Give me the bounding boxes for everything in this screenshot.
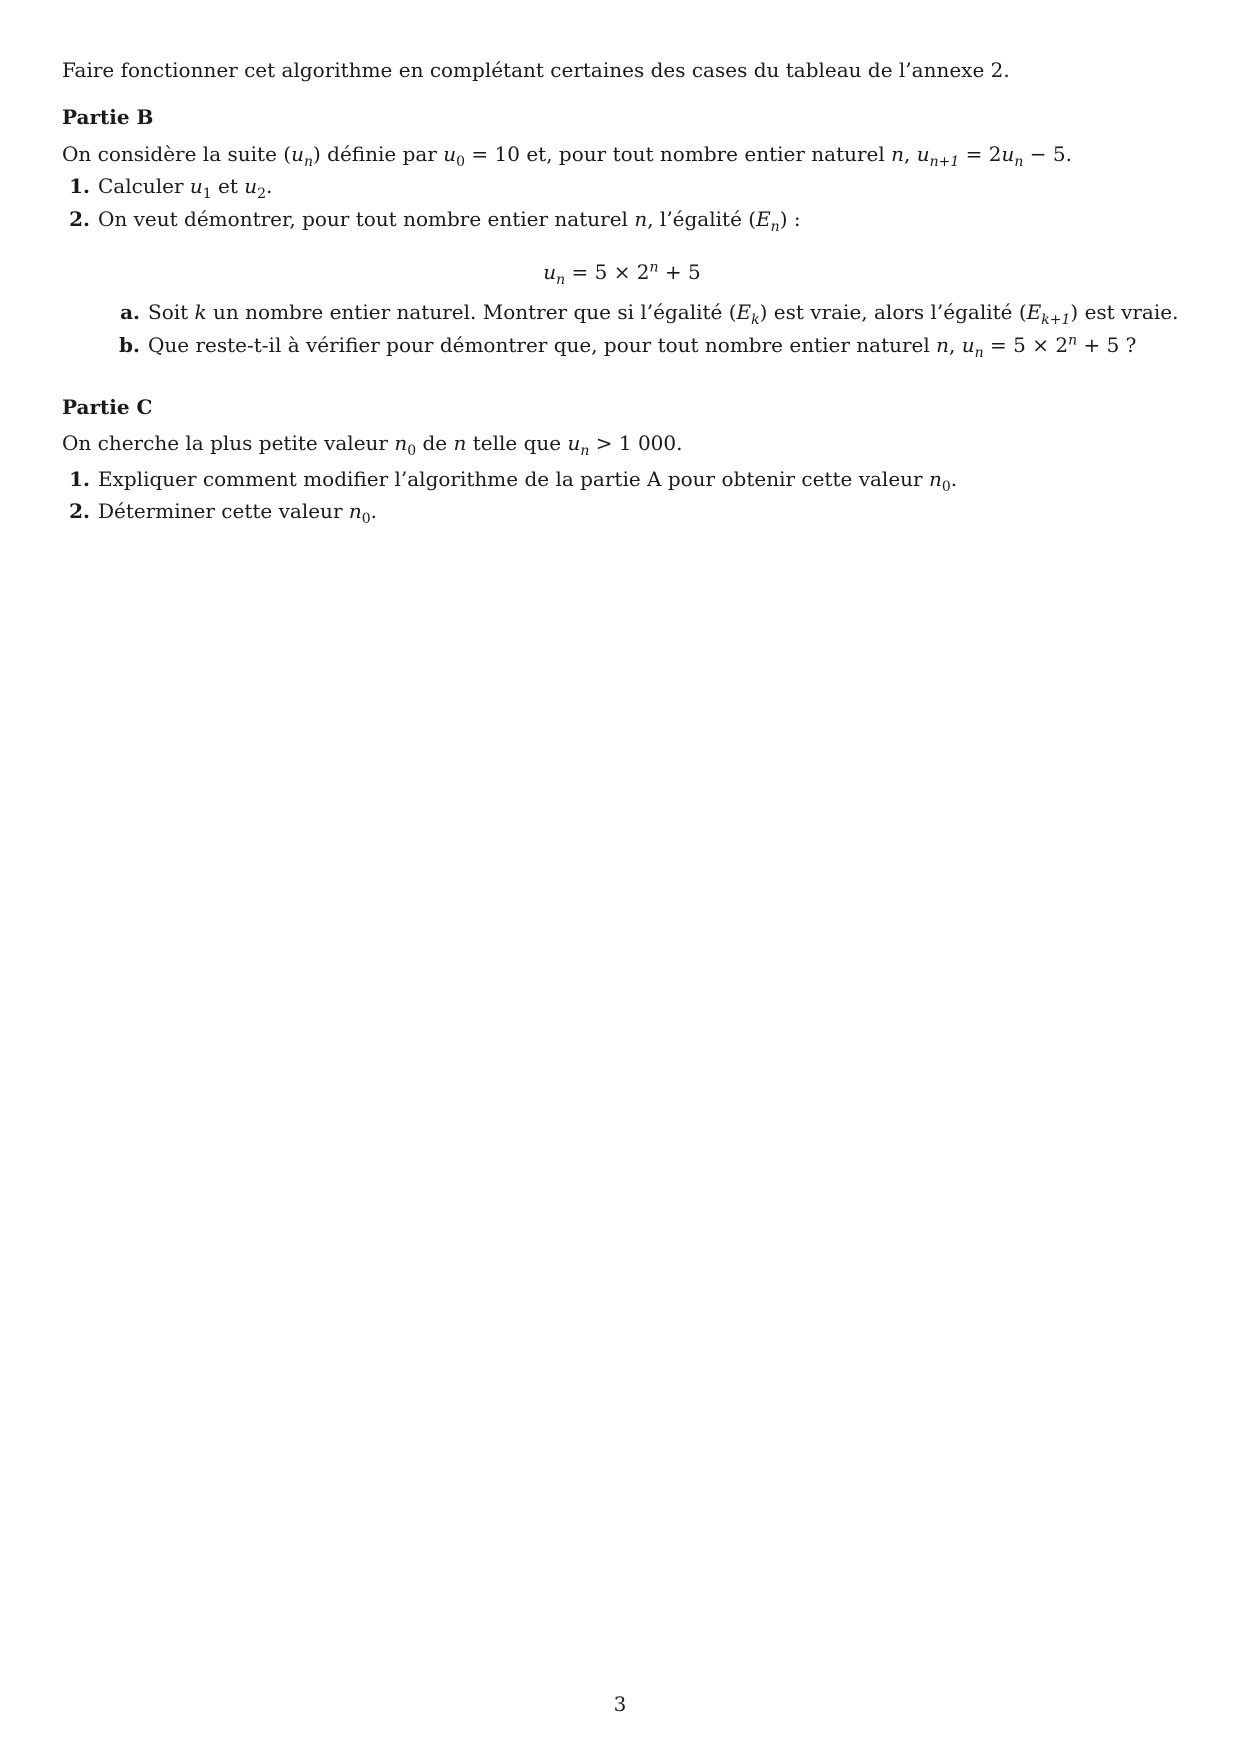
partie-c-question-1: 1. Expliquer comment modifier l’algorithme de la partie A pour obtenir cette valeur $n_0$.: [69, 467, 958, 495]
intro-text: Faire fonctionner cet algorithme en complétant certaines des cases du tableau de l’annexe 2.: [62, 58, 1010, 82]
partie-c-statement: On cherche la plus petite valeur $n_0$ de n telle que $u_n > 1$ 000.: [62, 431, 683, 459]
partie-b-statement: On considère la suite $(u_n)$ définie par $u_0 = 10$ et, pour tout nombre entier naturel n, $u_{n+1} = 2u_n - 5$.: [62, 142, 1072, 170]
document-page: [62, 0, 1182, 1754]
formula-un: $u_n = 5 \times 2^n + 5$: [543, 259, 701, 288]
partie-c-heading: Partie C: [62, 395, 153, 419]
partie-b-question-2b: b. Que reste-t-il à vérifier pour démontrer que, pour tout nombre entier naturel n, $u_n = 5 \times 2^n + 5$ ?: [119, 332, 1137, 361]
partie-c-question-2: 2. Déterminer cette valeur $n_0$.: [69, 499, 378, 527]
page-number: 3: [613, 1692, 627, 1716]
partie-b-heading: Partie B: [62, 105, 154, 129]
partie-b-question-2a: a. Soit k un nombre entier naturel. Montrer que si l’égalité $(E_k)$ est vraie, alors l’égalité $(E_{k+1})$ est vraie.: [120, 300, 1179, 328]
partie-b-question-2: 2. On veut démontrer, pour tout nombre entier naturel n, l’égalité $(E_n)$ :: [69, 207, 801, 235]
partie-b-question-1: 1. Calculer $u_1$ et $u_2$.: [69, 174, 273, 202]
